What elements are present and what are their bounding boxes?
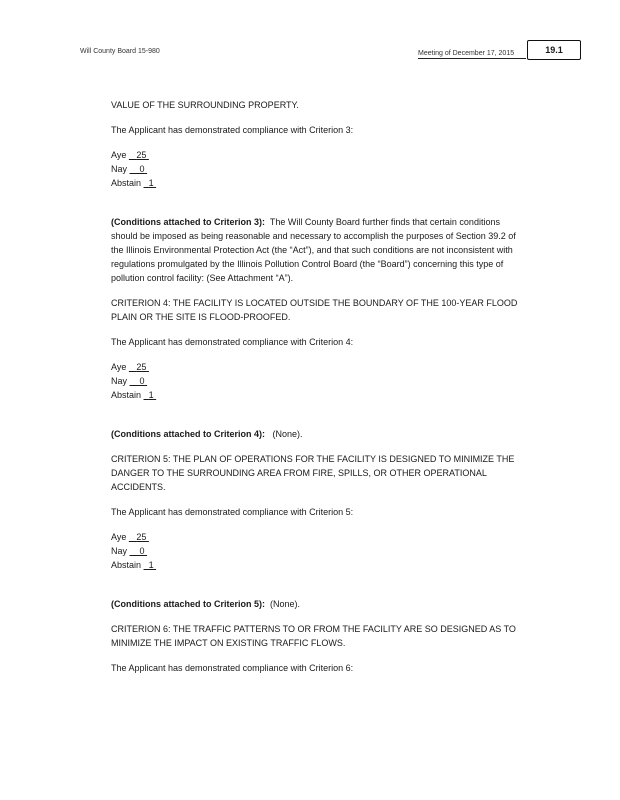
header-right: Meeting of December 17, 2015 — [418, 50, 515, 57]
criterion-3-conditions: (Conditions attached to Criterion 3): The Will County Board further finds that certain conditions should be imposed as being reasonable and necessary to accomplish the purposes of Section 39.2 of the Illinois Environmental Protection Act (the “Act”), and that such conditions are not inconsistent with regulations promulgated by the Illinois Pollution Control Board (the “Board”) concerning this type of pollution control facility: (See Attachment “A”). — [111, 217, 516, 283]
header-rule — [418, 58, 526, 59]
criterion-4-compliance: The Applicant has demonstrated compliance with Criterion 4: — [111, 337, 354, 347]
criterion-5-conditions: (Conditions attached to Criterion 5): (None). — [111, 599, 301, 609]
criterion-4-votes — [111, 360, 521, 402]
vote-abstain: Abstain 1 — [111, 390, 154, 400]
criterion-3-heading-tail: VALUE OF THE SURROUNDING PROPERTY. — [111, 100, 299, 110]
criterion-6-compliance: The Applicant has demonstrated compliance with Criterion 6: — [111, 663, 354, 673]
vote-abstain: Abstain 1 — [111, 178, 154, 188]
criterion-4-heading: CRITERION 4: THE FACILITY IS LOCATED OUTSIDE THE BOUNDARY OF THE 100-YEAR FLOOD PLAIN OR THE SITE IS FLOOD-PROOFED. — [111, 298, 518, 322]
item-number-badge: 19.1 — [527, 40, 581, 60]
vote-aye: Aye 25 — [111, 150, 147, 160]
criterion-3-compliance: The Applicant has demonstrated compliance with Criterion 3: — [111, 125, 354, 135]
vote-nay: Nay 0 — [111, 164, 145, 174]
criterion-4-conditions: (Conditions attached to Criterion 4): (None). — [111, 429, 303, 439]
vote-aye: Aye 25 — [111, 362, 147, 372]
criterion-5-compliance: The Applicant has demonstrated compliance with Criterion 5: — [111, 507, 354, 517]
criterion-5-votes — [111, 530, 521, 572]
criterion-5-heading: CRITERION 5: THE PLAN OF OPERATIONS FOR THE FACILITY IS DESIGNED TO MINIMIZE THE DANGER TO THE SURROUNDING AREA FROM FIRE, SPILLS, OR OTHER OPERATIONAL ACCIDENTS. — [111, 454, 515, 492]
vote-nay: Nay 0 — [111, 376, 145, 386]
header-left: Will County Board 15-980 — [80, 48, 160, 55]
vote-nay: Nay 0 — [111, 546, 145, 556]
document-body — [111, 98, 521, 686]
vote-aye: Aye 25 — [111, 532, 147, 542]
criterion-6-heading: CRITERION 6: THE TRAFFIC PATTERNS TO OR FROM THE FACILITY ARE SO DESIGNED AS TO MINIMIZE THE IMPACT ON EXISTING TRAFFIC FLOWS. — [111, 624, 516, 648]
vote-abstain: Abstain 1 — [111, 560, 154, 570]
criterion-3-votes — [111, 148, 521, 190]
